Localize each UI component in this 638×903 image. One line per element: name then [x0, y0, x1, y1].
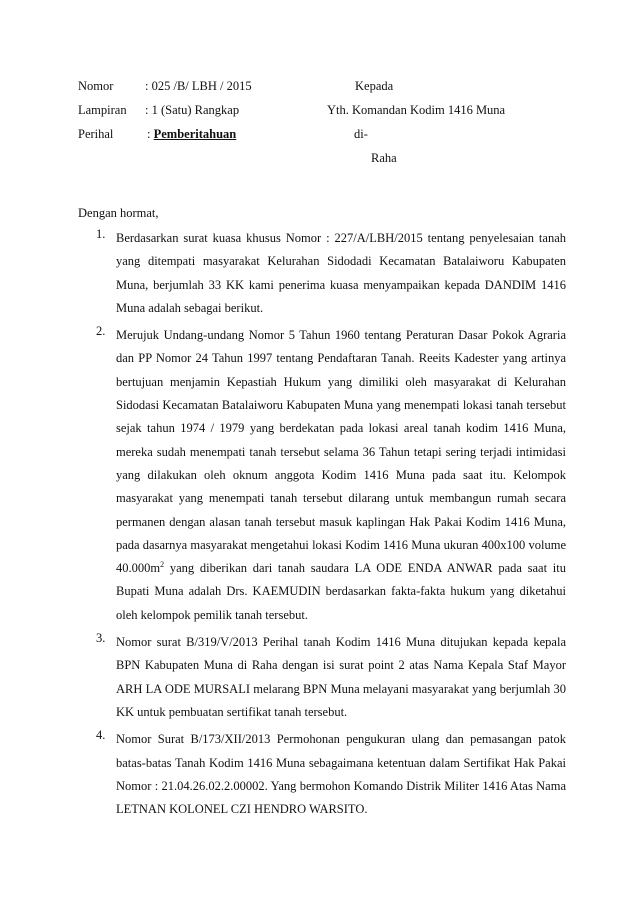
list-item — [96, 728, 566, 821]
di-text: di- — [354, 127, 368, 141]
superscript: 2 — [160, 560, 165, 569]
item-number: 1. — [96, 227, 106, 241]
perihal-label: Perihal — [78, 127, 114, 141]
item-text — [116, 324, 566, 627]
point-list — [96, 227, 566, 821]
nomor-value: : 025 /B/ LBH / 2015 — [145, 79, 252, 93]
item-text: Nomor Surat B/173/XII/2013 Permohonan pengukuran ulang dan pemasangan patok batas-batas Tanah Kodim 1416 Muna sebagaimana ketentuan dalam Sertifikat Hak Pakai Nomor : 21.04.26.02.2.00002. Yang bermohon Komando Distrik Militer 1416 Atas Nama LETNAN KOLONEL CZI HENDRO WARSITO. — [116, 732, 566, 817]
perihal-value: Pemberitahuan — [153, 127, 237, 141]
perihal-colon: : — [147, 127, 151, 141]
kepada-text: Kepada — [355, 79, 394, 93]
item-number: 4. — [96, 728, 106, 743]
item-text: Nomor surat B/319/V/2013 Perihal tanah Kodim 1416 Muna ditujukan kepada kepala BPN Kabupaten Muna di Raha dengan isi surat point 2 atas Nama Kepala Staf Mayor ARH LA ODE MURSALI melarang BPN Muna melayani masyarakat yang berjumlah 30 KK untuk pembuatan sertifikat tanah tersebut. — [116, 635, 566, 719]
list-item — [96, 324, 566, 627]
item-number: 2. — [96, 324, 106, 339]
item-text-part: yang diberikan dari tanah saudara LA ODE ENDA ANWAR pada saat itu Bupati Muna adalah Drs. KAEMUDIN berdasarkan fakta-fakta hukum yang diketahui oleh kelompok pemilik tanah tersebut. — [116, 561, 566, 622]
lampiran-value: : 1 (Satu) Rangkap — [145, 103, 240, 117]
list-item — [96, 227, 566, 320]
item-text: Berdasarkan surat kuasa khusus Nomor : 227/A/LBH/2015 tentang penyelesaian tanah yang ditempati masyarakat Kelurahan Sidodadi Kecamatan Batalaiworu Kabupaten Muna, berjumlah 33 KK kami penerima kuasa menyampaikan kepada DANDIM 1416 Muna adalah sebagai berikut. — [116, 231, 566, 315]
list-item — [96, 631, 566, 724]
recipient-line: Yth. Komandan Kodim 1416 Muna — [327, 103, 506, 117]
nomor-label: Nomor — [78, 79, 114, 93]
lampiran-label: Lampiran — [78, 103, 127, 117]
perihal-value-wrapper — [147, 127, 236, 142]
item-text-part: Merujuk Undang-undang Nomor 5 Tahun 1960 tentang Peraturan Dasar Pokok Agraria dan PP Nomor 24 Tahun 1997 tentang Pendaftaran Tanah. Reeits Kadester yang artinya bertujuan menjamin Kepastiah Hukum yang dimiliki oleh masyarakat di Kelurahan Sidodasi Kecamatan Batalaiworu Kabupaten Muna yang menempati lokasi tanah tersebut sejak tahun 1974 / 1979 yang berdekatan pada lokasi areal tanah kodim 1416 Muna, mereka sudah menempati tanah tersebut selama 36 Tahun tetapi sering terjadi intimidasi yang dilakukan oleh oknum anggota Kodim 1416 Muna pada saat itu. Kelompok masyarakat yang menempati tanah tersebut dilarang untuk membangun rumah secara permanen dengan alasan tanah tersebut masuk kaplingan Hak Pakai Kodim 1416 Muna, pada dasarnya masyarakat mengetahui lokasi Kodim 1416 Muna ukuran 400x100 volume 40.000m — [116, 328, 566, 576]
salutation: Dengan hormat, — [78, 206, 159, 220]
item-number: 3. — [96, 631, 106, 646]
place-text: Raha — [371, 151, 397, 165]
